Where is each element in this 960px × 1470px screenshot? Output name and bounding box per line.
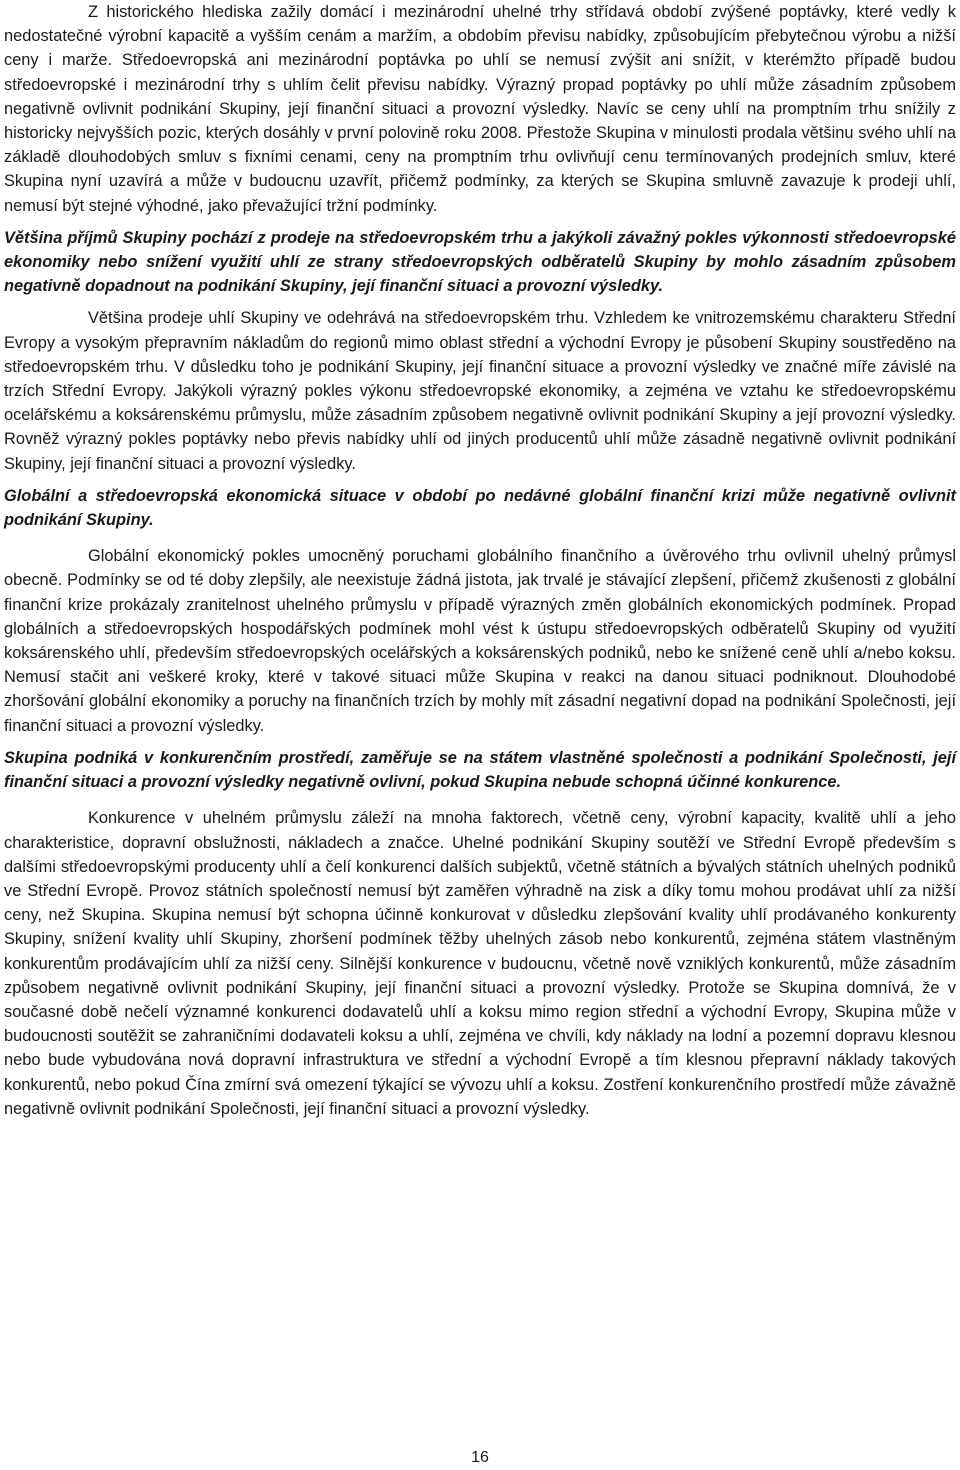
paragraph-global-economic-situation: Globální ekonomický pokles umocněný poruchami globálního finančního a úvěrového trhu ovlivnil uhelný průmysl obecně. Podmínky se od té doby zlepšily, ale neexistuje žádná jistota, jak trvalé je stávající zlepšení, přičemž zkušenosti z globální finanční krize prokázaly zranitelnost uhelného průmyslu v případě výrazných změn globálních ekonomických podmínek. Propad globálních a středoevropských hospodářských podmínek mohl vést k ústupu středoevropských odběratelů Skupiny od využití koksárenského uhlí, především středoevropských ocelářských a koksárenských podniků, nebo ke snížené ceně uhlí a/nebo koksu. Nemusí stačit ani veškeré kroky, které v takové situaci může Skupina v reakci na danou situaci podniknout. Dlouhodobé zhoršování globální ekonomiky a poruchy na finančních trzích by mohly mít zásadní negativní dopad na podnikání Společnosti, její finanční situaci a provozní výsledky. xyxy=(4,547,956,735)
document-page xyxy=(4,0,956,1121)
heading-global-economic-situation: Globální a středoevropská ekonomická situace v období po nedávné globální finanční krizi může negativně ovlivnit podnikání Skupiny. xyxy=(4,486,956,530)
heading-competitive-environment: Skupina podniká v konkurenčním prostředí, zaměřuje se na státem vlastněné společnosti a podnikání Společnosti, její finanční situaci a provozní výsledky negativně ovlivní, pokud Skupina nebude schopná účinné konkurence. xyxy=(4,748,956,792)
paragraph-market-cycles: Z historického hlediska zažily domácí i mezinárodní uhelné trhy střídavá období zvýšené poptávky, které vedly k nedostatečné výrobní kapacitě a vyšším cenám a maržím, a obdobím převisu nabídky, způsobujícím přebytečnou výrobu a nižší ceny i marže. Středoevropská ani mezinárodní poptávka po uhlí se nemusí zvýšit ani snížit, v kterémžto případě budou středoevropské i mezinárodní trhy s uhlím čelit převisu nabídky. Výrazný propad poptávky po uhlí může zásadním způsobem negativně ovlivnit podnikání Skupiny, její finanční situaci a provozní výsledky. Navíc se ceny uhlí na promptním trhu snížily z historicky nejvyšších pozic, kterých dosáhly v první polovině roku 2008. Přestože Skupina v minulosti prodala většinu svého uhlí na základě dlouhodobých smluv s fixními cenami, ceny na promptním trhu ovlivňují cenu termínovaných prodejních smluv, které Skupina nyní uzavírá a může v budoucnu uzavřít, přičemž podmínky, za kterých se Skupina smluvně zavazuje k prodeji uhlí, nemusí být stejné výhodné, jako převažující tržní podmínky. xyxy=(4,3,956,215)
paragraph-competitive-environment: Konkurence v uhelném průmyslu záleží na mnoha faktorech, včetně ceny, výrobní kapacity, kvalitě uhlí a jeho charakteristice, dopravní obslužnosti, nákladech a značce. Uhelné podnikání Skupiny soutěží ve Střední Evropě především s dalšími středoevropskými producenty uhlí a čelí konkurenci dalších subjektů, včetně státních a bývalých státních uhelných podniků ve Střední Evropě. Provoz státních společností nemusí být zaměřen výhradně na zisk a díky tomu mohou prodávat uhlí za nižší ceny, než Skupina. Skupina nemusí být schopna účinně konkurovat v důsledku zlepšování kvality uhlí prodávaného konkurenty Skupiny, snížení kvality uhlí Skupiny, zhoršení podmínek těžby uhelných zásob nebo konkurentů, zejména státem vlastněným konkurentům prodávajícím uhlí za nižší ceny. Silnější konkurence v budoucnu, včetně nově vzniklých konkurentů, může zásadním způsobem negativně ovlivnit podnikání Skupiny, její finanční situaci a provozní výsledky. Protože se Skupina domnívá, že v současné době nečelí významné konkurenci dodavatelů uhlí a koksu mimo region střední a východní Evropy, Skupina může v budoucnosti soutěžit se zahraničními dodavateli koksu a uhlí, zejména ve chvíli, kdy náklady na lodní a pozemní dopravu klesnou nebo bude vybudována nová dopravní infrastruktura ve střední a východní Evropě a tím klesnou přepravní náklady takových konkurentů, nebo pokud Čína zmírní svá omezení týkající se vývozu uhlí a koksu. Zostření konkurenčního prostředí může závažně negativně ovlivnit podnikání Společnosti, její finanční situaci a provozní výsledky. xyxy=(4,809,956,1118)
paragraph-central-european-market: Většina prodeje uhlí Skupiny ve odehrává na středoevropském trhu. Vzhledem ke vnitrozemskému charakteru Střední Evropy a vysokým přepravním nákladům do regionů mimo oblast střední a východní Evropy je působení Skupiny soustředěno na středoevropském trhu. V důsledku toho je podnikání Skupiny, její finanční situace a provozní výsledky ve značné míře závislé na trzích Střední Evropy. Jakýkoli výrazný pokles výkonu středoevropské ekonomiky, a zejména ve vztahu ke středoevropskému ocelářskému a koksárenskému průmyslu, může zásadním způsobem negativně ovlivnit podnikání Skupiny a její provozní výsledky. Rovněž výrazný pokles poptávky nebo převis nabídky uhlí od jiných producentů uhlí může zásadně negativně ovlivnit podnikání Skupiny, její finanční situaci a provozní výsledky. xyxy=(4,309,956,473)
page-number: 16 xyxy=(471,1449,489,1466)
heading-central-european-market: Většina příjmů Skupiny pochází z prodeje na středoevropském trhu a jakýkoli závažný pokles výkonnosti středoevropské ekonomiky nebo snížení využití uhlí ze strany středoevropských odběratelů Skupiny by mohlo zásadním způsobem negativně dopadnout na podnikání Skupiny, její finanční situaci a provozní výsledky. xyxy=(4,228,956,296)
